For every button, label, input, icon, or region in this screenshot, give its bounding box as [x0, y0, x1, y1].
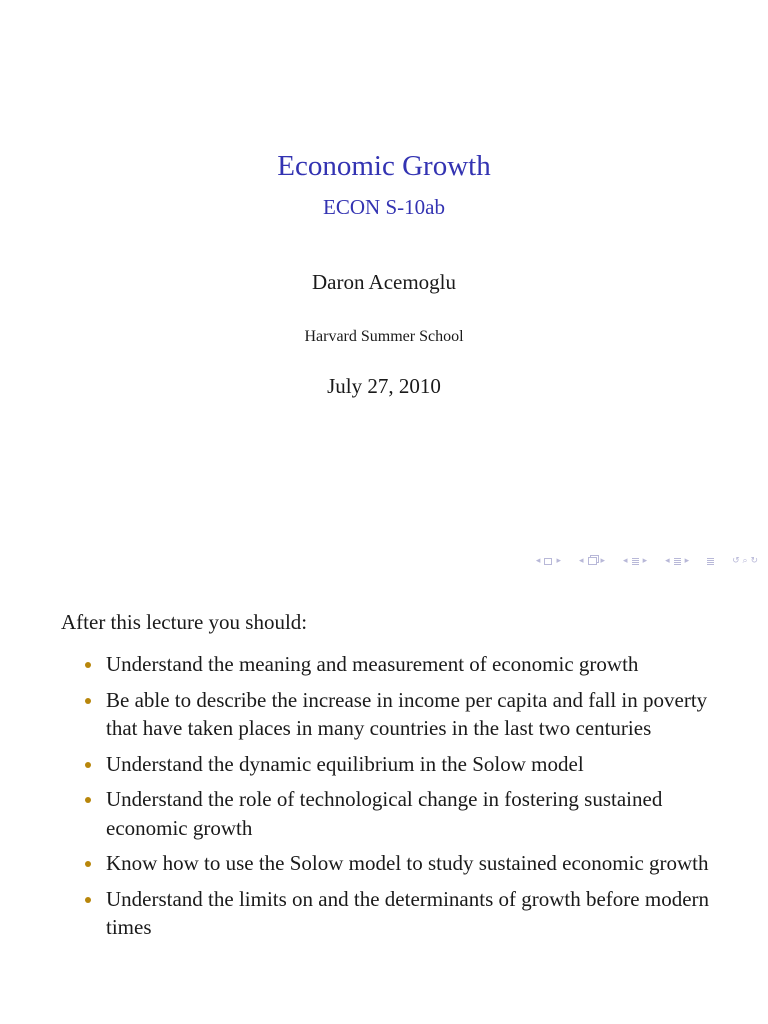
presentation-title: Economic Growth — [277, 150, 491, 182]
nav-document-group[interactable] — [663, 556, 691, 566]
list-item-text: Understand the role of technological change in fostering sustained economic growth — [106, 787, 663, 840]
list-item-text: Understand the limits on and the determinants of growth before modern times — [106, 886, 710, 939]
objectives-intro: After this lecture you should: — [61, 610, 308, 634]
nav-appendix-group[interactable] — [705, 558, 716, 565]
nav-section-group[interactable] — [621, 556, 649, 566]
section-icon[interactable] — [632, 558, 639, 565]
objectives-list — [106, 650, 718, 949]
nav-left-arrow-icon[interactable]: ◂ — [665, 556, 670, 566]
author-name: Daron Acemoglu — [311, 270, 457, 294]
bullet-icon — [85, 897, 91, 903]
nav-left-arrow-icon[interactable]: ◂ — [535, 556, 541, 566]
list-item — [106, 650, 718, 679]
document-icon[interactable] — [674, 558, 681, 565]
bullet-icon — [85, 698, 91, 704]
institute-name: Harvard Summer School — [304, 328, 464, 345]
list-item-text: Understand the dynamic equilibrium in the Solow model — [106, 751, 584, 776]
nav-right-arrow-icon[interactable]: ▸ — [556, 556, 561, 566]
nav-subsection-group[interactable] — [577, 556, 607, 566]
list-item — [106, 785, 718, 842]
frame-icon[interactable] — [544, 558, 552, 565]
nav-right-arrow-icon[interactable]: ▸ — [600, 556, 606, 566]
list-item — [106, 750, 718, 779]
list-item-text: Understand the meaning and measurement of economic growth — [106, 652, 639, 676]
nav-left-arrow-icon[interactable]: ◂ — [578, 556, 584, 566]
bullet-icon — [85, 797, 91, 803]
nav-left-arrow-icon[interactable]: ◂ — [623, 556, 628, 566]
appendix-icon[interactable] — [707, 558, 714, 565]
bullet-icon — [85, 762, 91, 768]
nav-right-arrow-icon[interactable]: ▸ — [684, 556, 690, 566]
list-item-text: Be able to describe the increase in income per capita and fall in poverty that have taken places in many countries in the last two centuries — [106, 687, 708, 740]
list-item — [106, 885, 718, 942]
presentation-subtitle: ECON S-10ab — [323, 195, 445, 219]
nav-search-group[interactable] — [730, 556, 760, 566]
subsection-icon[interactable] — [588, 557, 597, 565]
search-icon[interactable]: ↺ ⌕ ↻ — [732, 556, 758, 566]
list-item — [106, 849, 718, 878]
nav-right-arrow-icon[interactable]: ▸ — [642, 556, 648, 566]
beamer-navigation-bar[interactable] — [520, 556, 760, 566]
bullet-icon — [85, 662, 91, 668]
nav-frame-group[interactable] — [534, 556, 563, 566]
list-item-text: Know how to use the Solow model to study sustained economic growth — [106, 851, 709, 875]
bullet-icon — [85, 861, 91, 867]
presentation-date: July 27, 2010 — [327, 374, 441, 398]
list-item — [106, 686, 718, 743]
